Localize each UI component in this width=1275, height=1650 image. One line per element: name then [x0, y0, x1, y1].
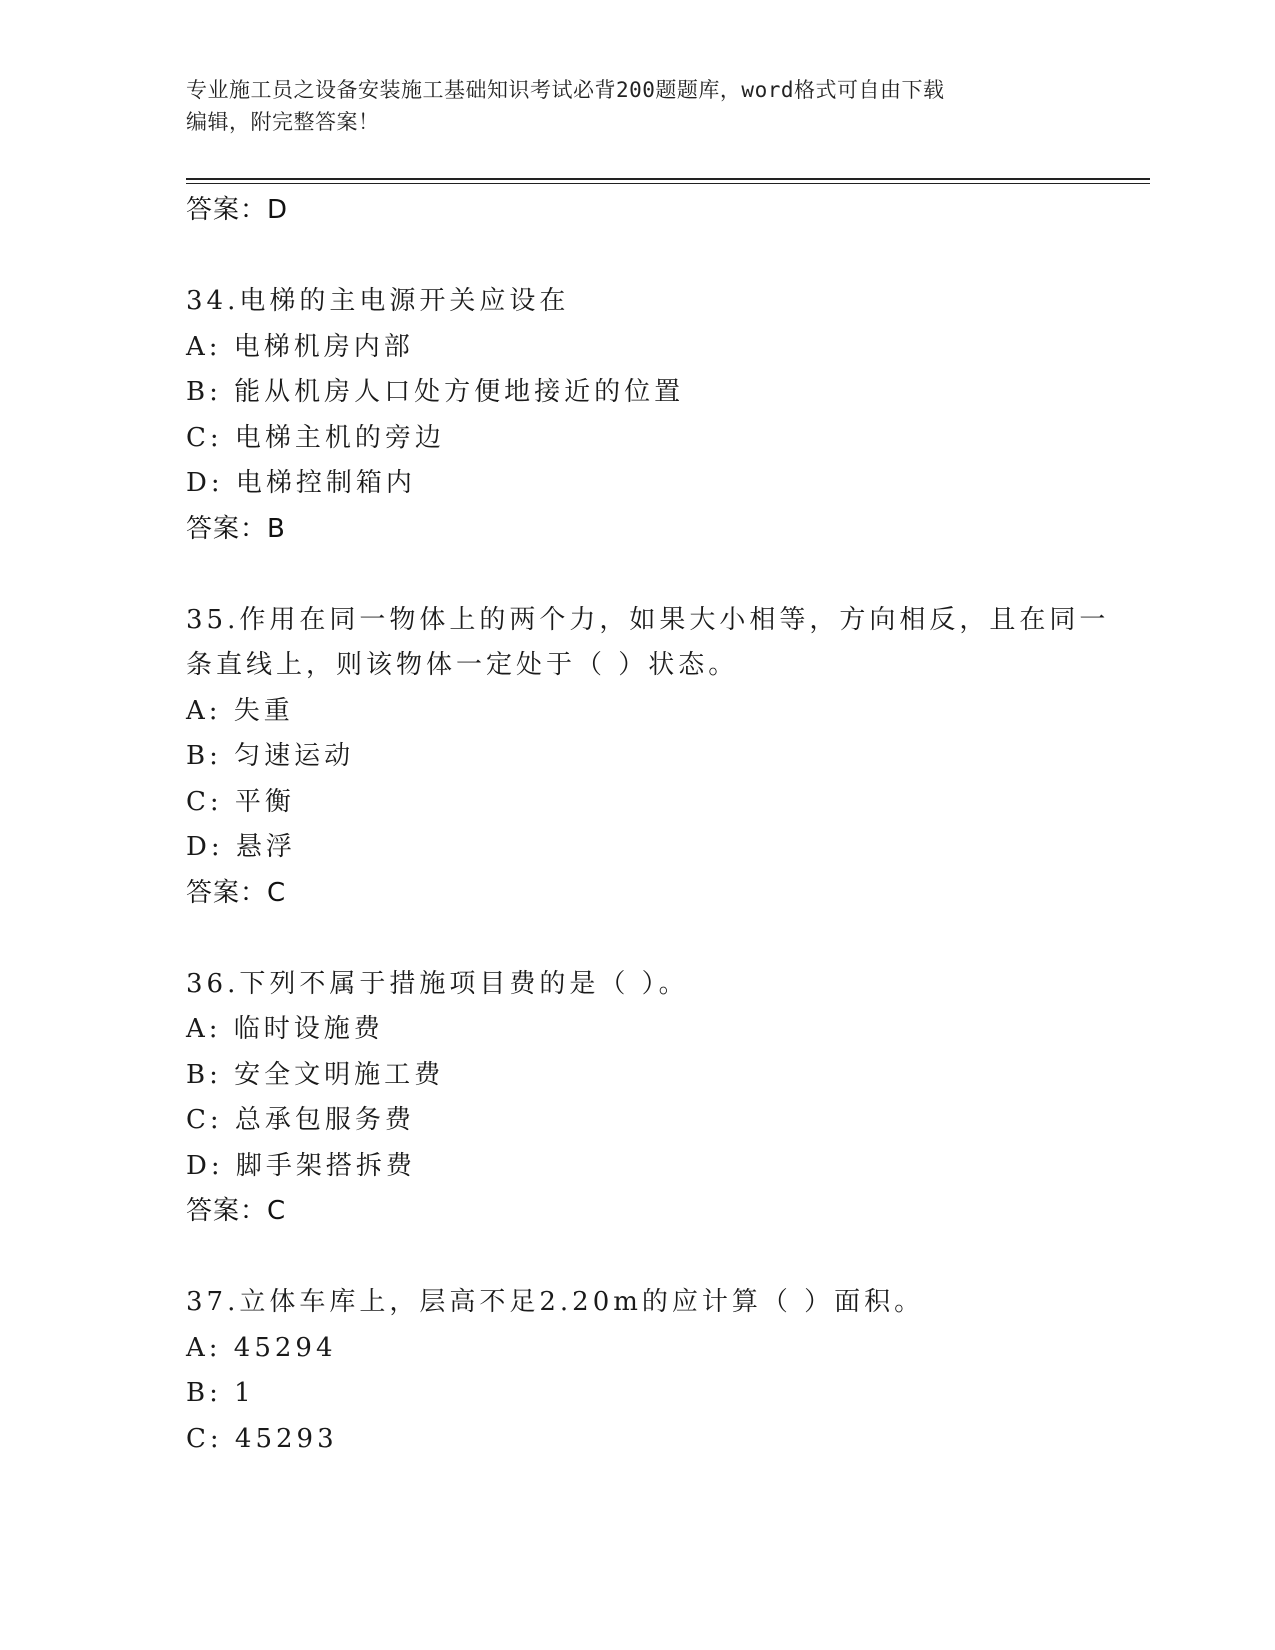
question-34-option-a: A: 电梯机房内部 — [186, 331, 414, 362]
answer-q34: 答案：B — [186, 513, 286, 544]
question-37-option-c: C: 45293 — [186, 1423, 338, 1454]
question-36-option-d: D: 脚手架搭拆费 — [186, 1150, 416, 1181]
answer-q36: 答案：C — [186, 1196, 287, 1226]
question-35-option-a: A: 失重 — [186, 695, 294, 726]
document-header — [186, 74, 1086, 138]
question-35-title-line-2: 条直线上，则该物体一定处于（ ）状态。 — [186, 650, 739, 680]
question-36-option-a: A: 临时设施费 — [186, 1014, 384, 1044]
header-line-2: 编辑，附完整答案！ — [186, 110, 380, 134]
question-35-option-b: B: 匀速运动 — [186, 741, 355, 771]
header-line-1: 专业施工员之设备安装施工基础知识考试必背200题题库，word格式可自由下载 — [186, 78, 945, 102]
question-35-option-d: D: 悬浮 — [186, 832, 296, 862]
question-34-option-c: C: 电梯主机的旁边 — [186, 422, 445, 453]
spacer — [186, 1235, 1086, 1281]
question-37-option-a: A: 45294 — [186, 1332, 337, 1363]
spacer — [186, 552, 1086, 598]
question-35-title-line-1: 35.作用在同一物体上的两个力，如果大小相等，方向相反，且在同一 — [186, 604, 1110, 635]
answer-q35: 答案：C — [186, 877, 287, 908]
question-36-option-b: B: 安全文明施工费 — [186, 1059, 445, 1090]
question-34-option-d: D: 电梯控制箱内 — [186, 468, 416, 498]
header-divider-thick — [186, 178, 1150, 180]
answer-q33: 答案：D — [186, 195, 289, 225]
header-divider-thin — [186, 183, 1150, 184]
question-34-title: 34.电梯的主电源开关应设在 — [186, 286, 570, 316]
question-36-option-c: C: 总承包服务费 — [186, 1105, 415, 1135]
question-37-title: 37.立体车库上，层高不足2.20m的应计算（ ）面积。 — [186, 1287, 925, 1317]
question-36-title: 36.下列不属于措施项目费的是（ ）。 — [186, 968, 689, 999]
question-37-option-b: B: 1 — [186, 1378, 255, 1408]
spacer — [186, 916, 1086, 962]
spacer — [186, 234, 1086, 280]
question-list — [186, 188, 1110, 1462]
question-35-option-c: C: 平衡 — [186, 786, 295, 817]
question-34-option-b: B: 能从机房人口处方便地接近的位置 — [186, 377, 685, 407]
